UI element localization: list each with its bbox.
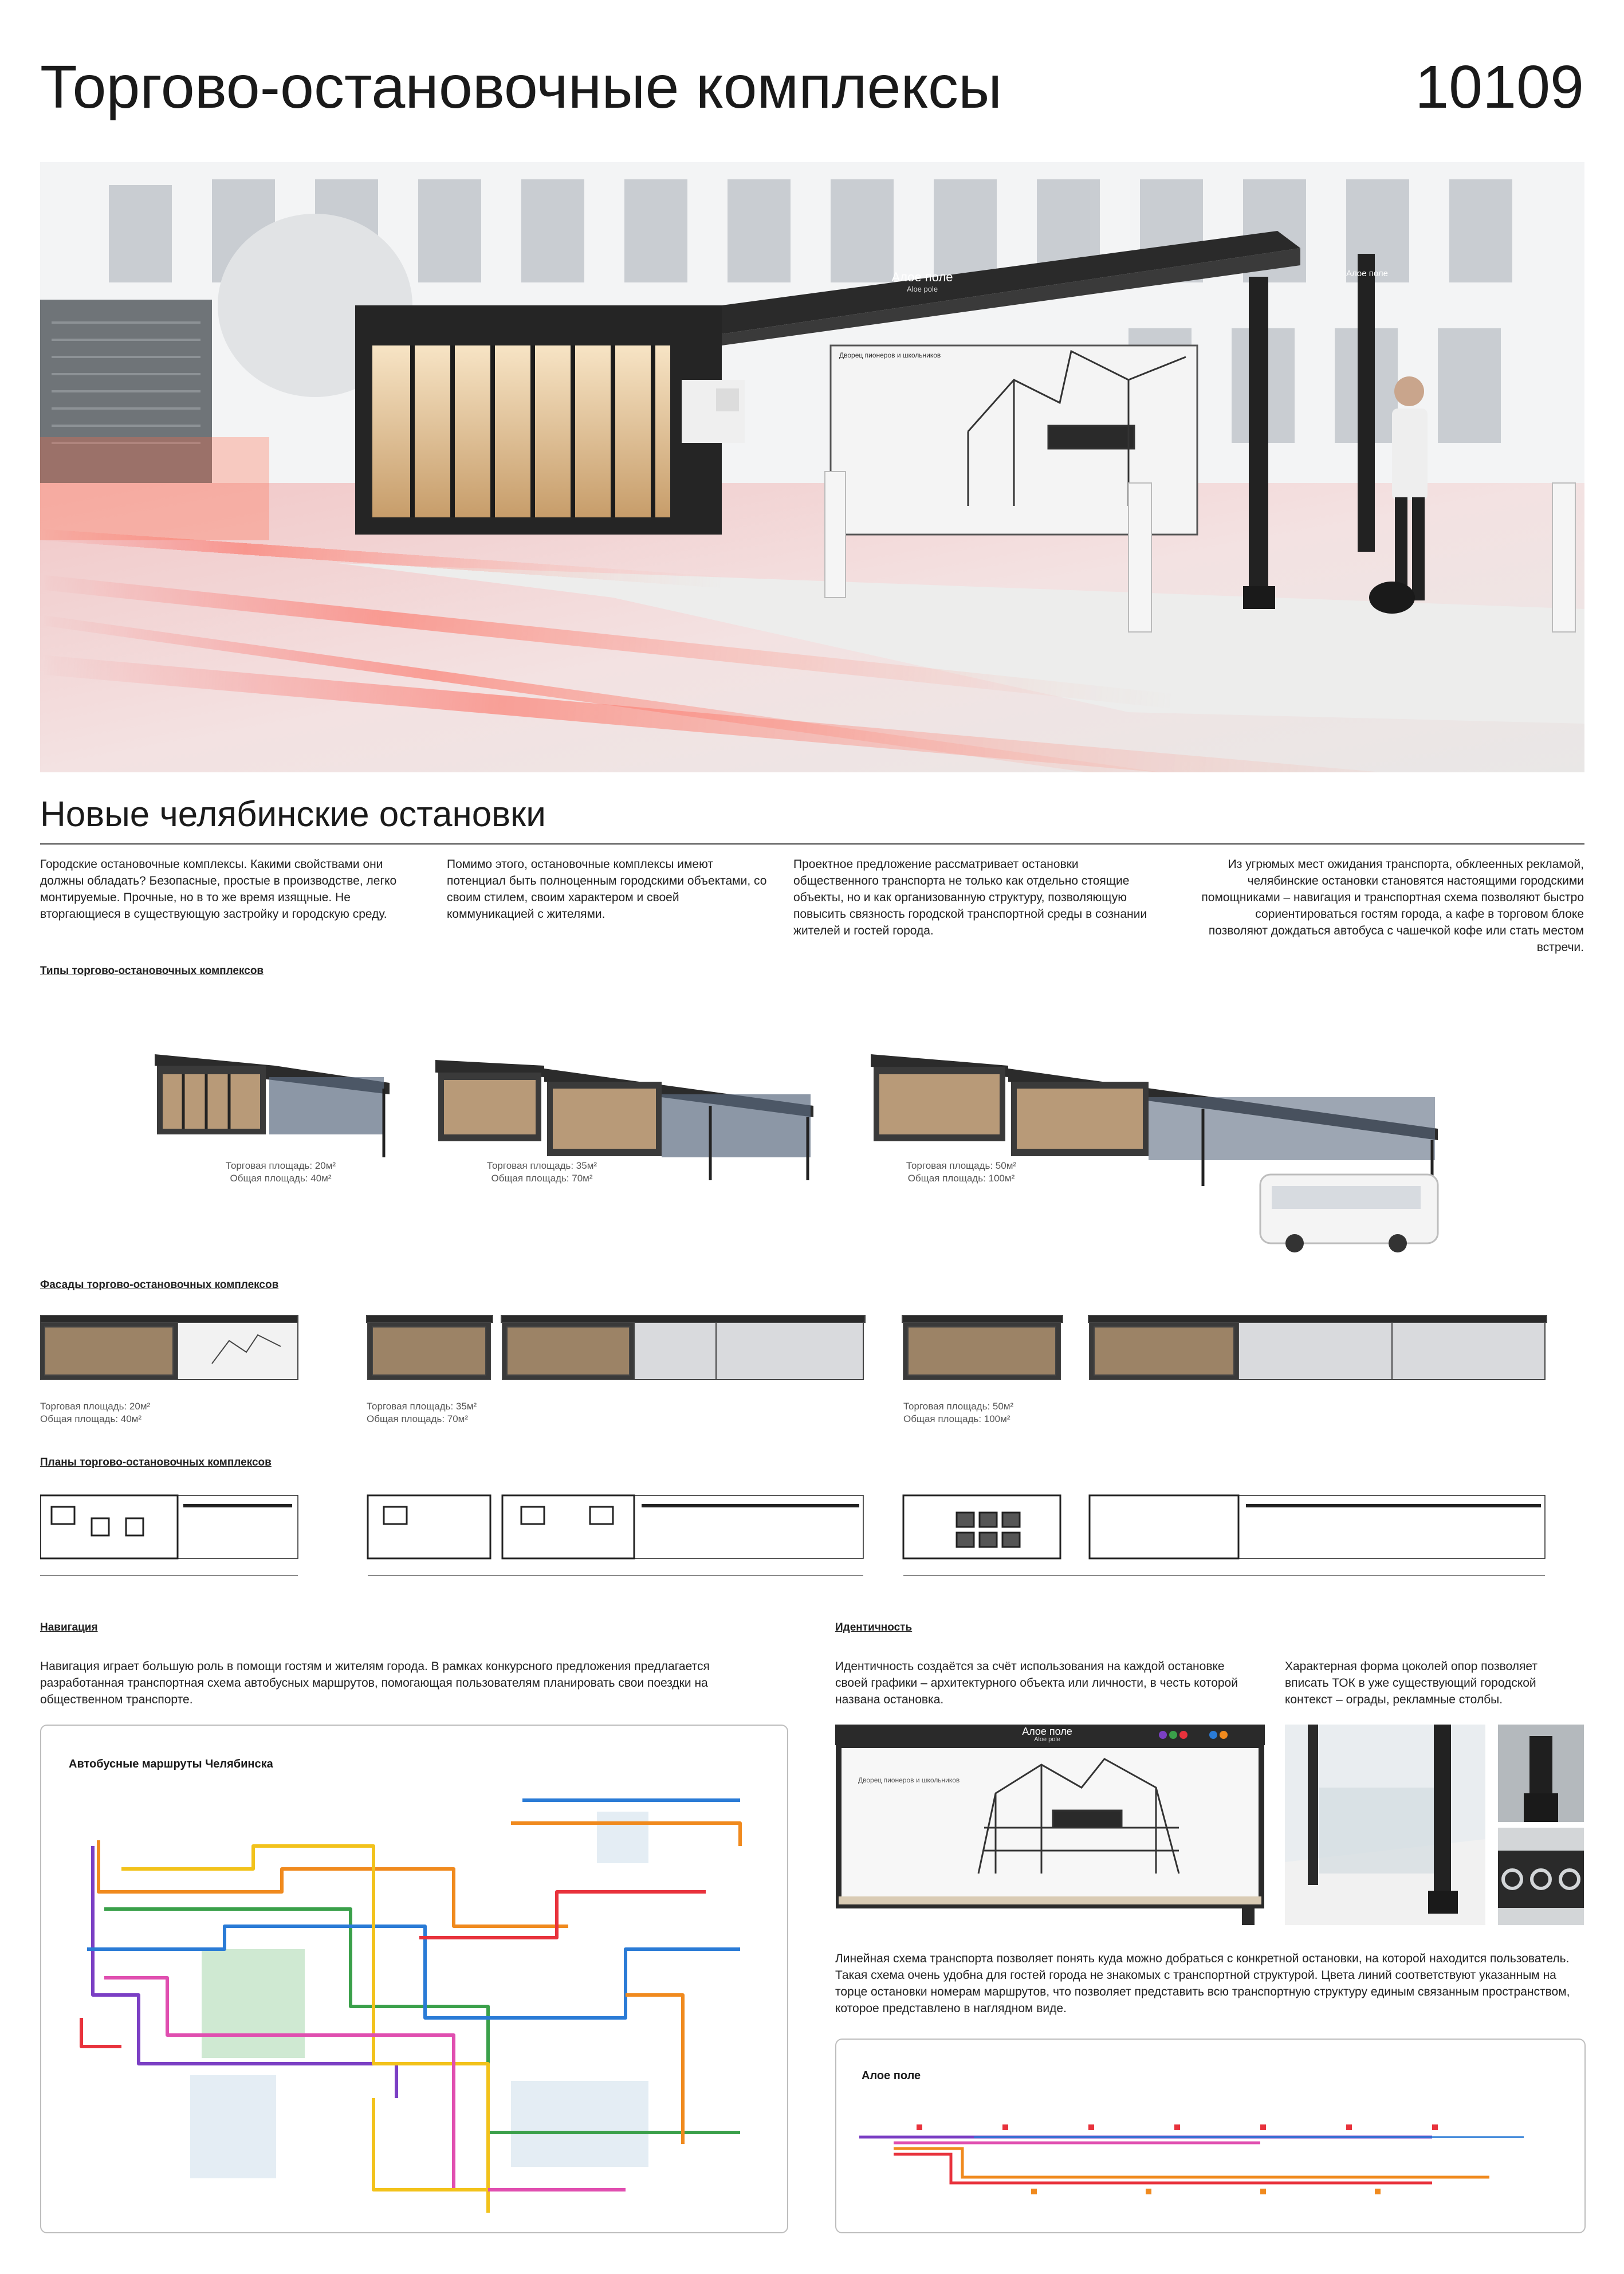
facades-drawing bbox=[40, 1306, 1584, 1387]
intro-col-3: Проектное предложение рассматривает остановки общественного транспорта не только как отдельно стоящие объекты, но и как организованную структуру, позволяющую повысить связность городской транспортной среды в сознании жителей и гостей города. bbox=[793, 858, 1147, 937]
line-scheme bbox=[859, 2097, 1570, 2212]
fence-illustration bbox=[1498, 1828, 1584, 1925]
facade-3-trade: Торговая площадь: 50м² bbox=[903, 1401, 1014, 1412]
identity-text-2: Характерная форма цоколей опор позволяет вписать ТОК в уже существующий городской контекст – ограды, рекламные столбы. bbox=[1285, 1660, 1538, 1706]
types-heading: Типы торгово-остановочных комплексов bbox=[40, 965, 264, 977]
intro-col-4: Из угрюмых мест ожидания транспорта, обклеенных рекламой, челябинские остановки становятся настоящими городскими помощниками – навигация и транспортная схема позволяют быстро сориентироваться гостям города, а кафе в торговом блоке позволяют дождаться автобуса с чашечкой кофе или стать местом встречи. bbox=[1201, 858, 1584, 954]
facade-3-total: Общая площадь: 100м² bbox=[903, 1413, 1010, 1424]
hero-render bbox=[40, 162, 1584, 772]
facade-3-caption bbox=[903, 1400, 1064, 1425]
types-illustration bbox=[149, 1043, 1524, 1255]
section-heading: Новые челябинские остановки bbox=[40, 795, 546, 834]
line-scheme-text: Линейная схема транспорта позволяет понять куда можно добраться с конкретной остановки, на которой находится пользователь. Такая схема очень удобна для гостей города не знакомых с транспортной структурой. Цвета линий соответствуют указанным на торце остановки номерам маршрутов, что позволяет представить всю транспортную структуру единым связанным пространством, которое представлено в наглядном виде. bbox=[835, 1952, 1570, 2015]
column-base-illustration bbox=[1285, 1725, 1485, 1925]
identity-facade-drawing bbox=[835, 1725, 1265, 1925]
line-scheme-title: Алое поле bbox=[862, 2069, 921, 2082]
hero-sign-subtitle: Aloe pole bbox=[906, 285, 938, 293]
identity-text-1: Идентичность создаётся за счёт использования на каждой остановке своей графики – архитектурного объекта или личности, в честь которой названа остановка. bbox=[835, 1660, 1238, 1706]
type-1-caption bbox=[206, 1160, 355, 1185]
type-3-caption bbox=[887, 1160, 1036, 1185]
hero-illustration bbox=[40, 162, 1584, 772]
identity-sign-subtitle: Aloe pole bbox=[1034, 1736, 1060, 1743]
project-number: 10109 bbox=[1415, 53, 1584, 121]
type-1-trade: Торговая площадь: 20м² bbox=[225, 1160, 336, 1171]
intro-col-2: Помимо этого, остановочные комплексы имеют потенциал быть полноценным городскими объектами, со своим стилем, своим характером и своей коммуникацией с жителями. bbox=[447, 858, 767, 921]
route-map-title: Автобусные маршруты Челябинска bbox=[69, 1758, 273, 1770]
hero-sign-side: Алое поле bbox=[1346, 269, 1389, 278]
navigation-heading: Навигация bbox=[40, 1621, 98, 1633]
facade-1-total: Общая площадь: 40м² bbox=[40, 1413, 142, 1424]
intro-col-1: Городские остановочные комплексы. Какими свойствами они должны обладать? Безопасные, простые в производстве, легко монтируемые. Прочные, но в то же время изящные. Не вторгающиеся в существующую застройку и городскую среду. bbox=[40, 858, 397, 921]
facade-2-caption bbox=[367, 1400, 527, 1425]
bollard-photo bbox=[1498, 1725, 1584, 1822]
identity-sign-title: Алое поле bbox=[1022, 1726, 1072, 1737]
fence-photo bbox=[1498, 1828, 1584, 1925]
type-2-trade: Торговая площадь: 35м² bbox=[486, 1160, 597, 1171]
facades-heading: Фасады торгово-остановочных комплексов bbox=[40, 1279, 279, 1291]
type-1-total: Общая площадь: 40м² bbox=[230, 1173, 332, 1184]
identity-heading: Идентичность bbox=[835, 1621, 913, 1633]
type-3-trade: Торговая площадь: 50м² bbox=[906, 1160, 1017, 1171]
facade-1-caption bbox=[40, 1400, 200, 1425]
line-scheme-panel bbox=[835, 2039, 1586, 2233]
type-2-caption bbox=[467, 1160, 616, 1185]
facade-2-total: Общая площадь: 70м² bbox=[367, 1413, 469, 1424]
hero-poster-title: Дворец пионеров и школьников bbox=[839, 351, 941, 359]
type-2-total: Общая площадь: 70м² bbox=[491, 1173, 593, 1184]
type-3-total: Общая площадь: 100м² bbox=[907, 1173, 1015, 1184]
route-map-panel bbox=[40, 1725, 788, 2233]
bollard-illustration bbox=[1498, 1725, 1584, 1822]
navigation-text: Навигация играет большую роль в помощи гостям и жителям города. В рамках конкурсного предложения предлагается разработанная транспортная схема автобусных маршрутов, помогающая пользователям планировать свои поездки на общественном транспорте. bbox=[40, 1660, 710, 1706]
identity-poster-title: Дворец пионеров и школьников bbox=[858, 1776, 960, 1784]
facade-2-trade: Торговая площадь: 35м² bbox=[367, 1401, 477, 1412]
page-title: Торгово-остановочные комплексы bbox=[40, 53, 1002, 121]
hero-sign-title: Алое поле bbox=[891, 270, 953, 284]
plans-heading: Планы торгово-остановочных комплексов bbox=[40, 1456, 272, 1468]
facade-1-trade: Торговая площадь: 20м² bbox=[40, 1401, 151, 1412]
divider bbox=[40, 843, 1584, 845]
route-map bbox=[53, 1777, 774, 2224]
identity-facade bbox=[835, 1725, 1265, 1925]
plans-drawing bbox=[40, 1484, 1584, 1593]
column-base-photo bbox=[1285, 1725, 1485, 1925]
